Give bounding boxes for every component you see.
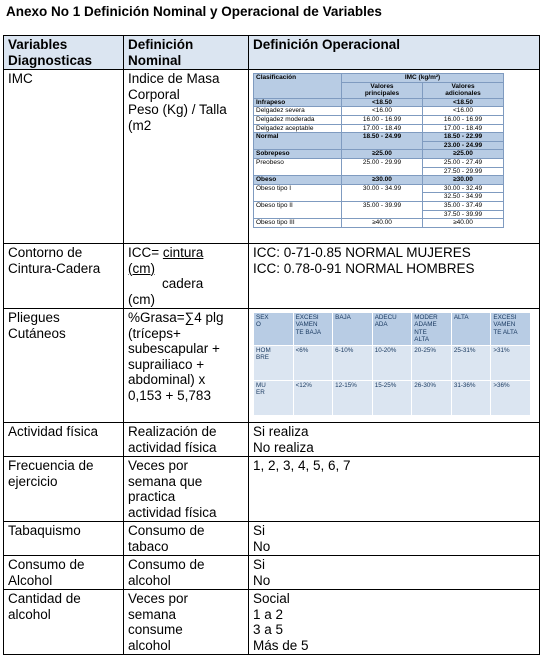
var-cantidad-alcohol: Cantidad de alcohol [4,590,124,655]
op-frecuencia: 1, 2, 3, 4, 5, 6, 7 [249,457,540,522]
row-cantidad-alcohol [4,590,540,655]
def-tabaquismo: Consumo de tabaco [124,522,249,556]
var-consumo-alcohol: Consumo de Alcohol [4,556,124,590]
row-consumo-alcohol [4,556,540,590]
row-tabaquismo [4,522,540,556]
row-frecuencia [4,457,540,522]
def-cintura-cadera: ICC= cintura (cm) cadera (cm) [124,244,249,309]
op-cintura-cadera: ICC: 0-71-0.85 NORMAL MUJERES ICC: 0.78-0-91 NORMAL HOMBRES [249,244,540,309]
op-cantidad-alcohol: Social 1 a 2 3 a 5 Más de 5 [249,590,540,655]
def-cantidad-alcohol: Veces por semana consume alcohol [124,590,249,655]
row-cintura-cadera [4,244,540,309]
var-tabaquismo: Tabaquismo [4,522,124,556]
imc-classification-table: Clasificación IMC (kg/m²) Valores principales Valores adicionales Infrapeso <18.50 <18.50 Delgadez severa <16.00 <16.00 Delgadez moderada 16.00 - 16.99 16.00 - 16.99 Delgadez aceptable 17.00 - 18.49 17.00 - 18.49 Normal 18.50 - 24.99 18.50 - 22.99 23.00 - 24.99 Sobrepeso ≥25.00 ≥25.00 Preobeso 25.00 - 29.99 25.00 - 27.49 27.50 - 29.99 Obeso ≥30.00 ≥30.00 Obeso tipo I 30.00 - 34.99 30.00 - 32.49 32.50 - 34.99 Obeso tipo II 35.00 - 39.99 35.00 - 37.49 37.50 - 39.99 Obeso tipo III ≥40.00 ≥40.00 [253,73,504,228]
var-pliegues: Pliegues Cutáneos [4,309,124,423]
def-pliegues: %Grasa=∑4 plg (tríceps+ subescapular + suprailiaco + abdominal) x 0,153 + 5,783 [124,309,249,423]
def-actividad-fisica: Realización de actividad física [124,423,249,457]
op-pliegues [249,309,540,423]
var-imc: IMC [4,70,124,244]
var-cintura-cadera: Contorno de Cintura-Cadera [4,244,124,309]
header-nominal: Definición Nominal [124,36,249,70]
def-imc: Indice de Masa Corporal Peso (Kg) / Talla (m2 [124,70,249,244]
def-consumo-alcohol: Consumo de alcohol [124,556,249,590]
body-fat-table: SEX O EXCESI VAMEN TE BAJA BAJA ADECU ADA MODER ADAME NTE ALTA ALTA EXCESI VAMEN TE ALTA HOM BRE <6% 6-10% 10-20% 20-25% 25-31% >31% MU ER <12% 12-15% 15-25% 26-30% 31-36% >36% [253,312,531,416]
op-actividad-fisica: Si realiza No realiza [249,423,540,457]
header-row [4,36,540,70]
header-operacional: Definición Operacional [249,36,540,70]
variables-table [3,35,540,655]
op-imc [249,70,540,244]
var-frecuencia: Frecuencia de ejercicio [4,457,124,522]
row-pliegues [4,309,540,423]
row-imc [4,70,540,244]
page-title: Anexo No 1 Definición Nominal y Operacional de Variables [6,4,382,19]
var-actividad-fisica: Actividad física [4,423,124,457]
header-variables: Variables Diagnosticas [4,36,124,70]
def-frecuencia: Veces por semana que practica actividad física [124,457,249,522]
op-tabaquismo: Si No [249,522,540,556]
row-actividad-fisica [4,423,540,457]
op-consumo-alcohol: Si No [249,556,540,590]
